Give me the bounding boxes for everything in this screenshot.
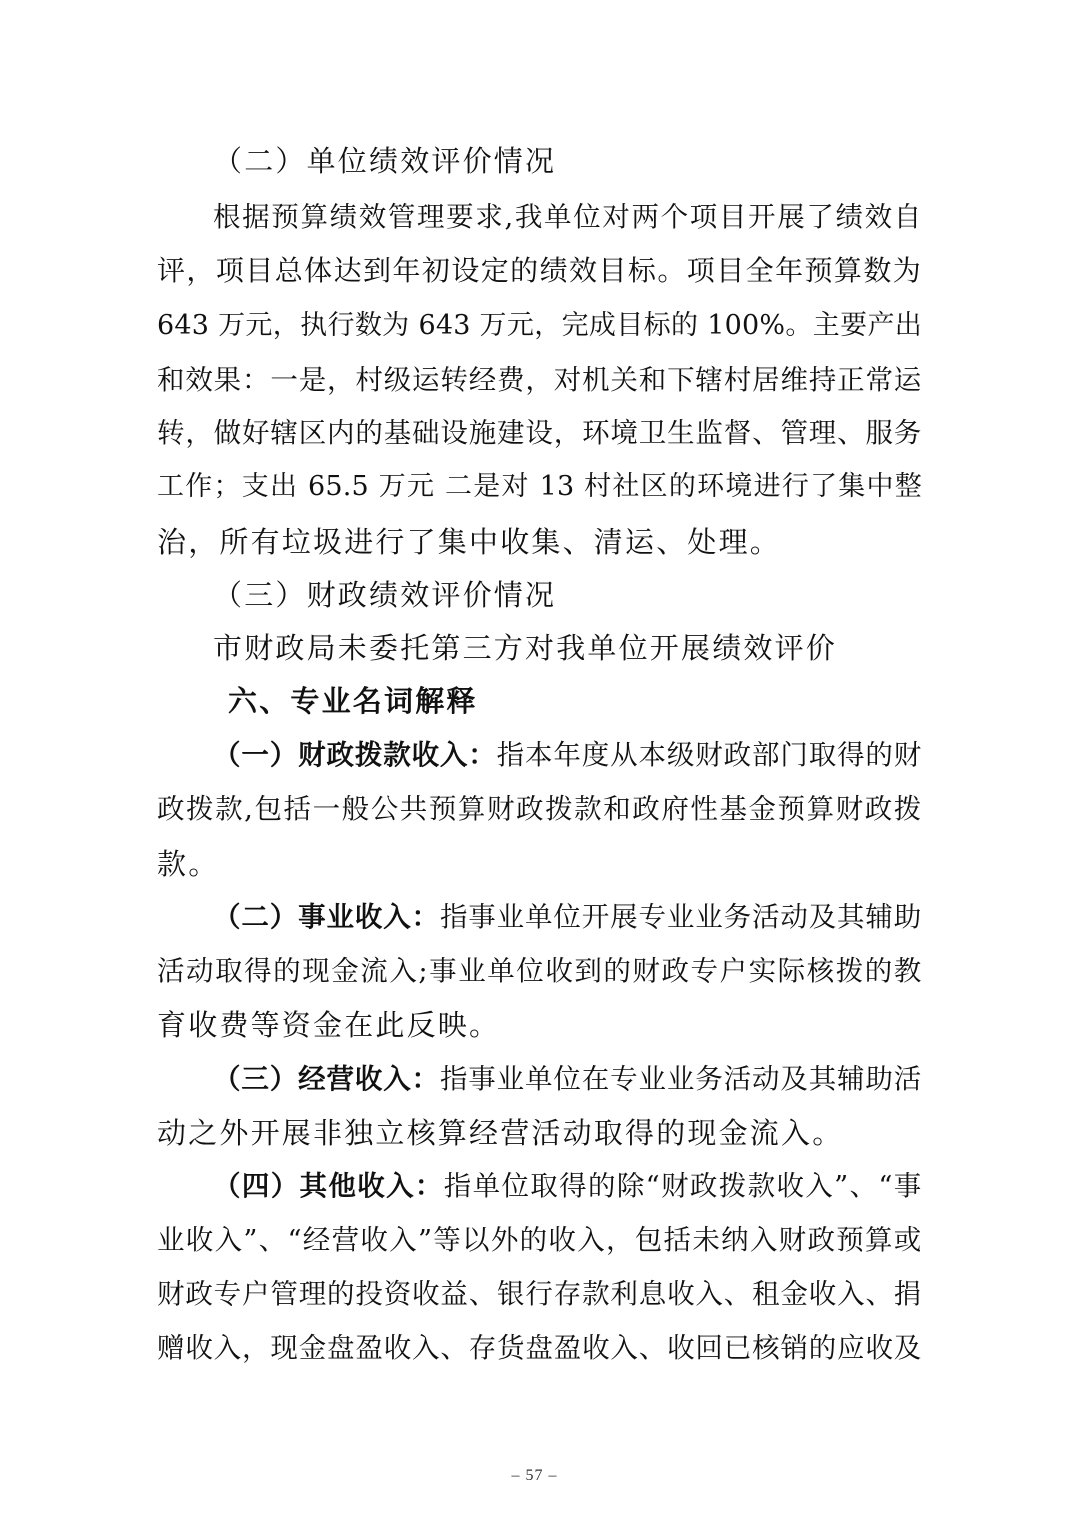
glossary-term-label: （三）经营收入：	[213, 1063, 440, 1095]
paragraph-line: 赠收入，现金盘盈收入、存货盘盈收入、收回已核销的应收及	[157, 1332, 922, 1364]
paragraph-line: 评，项目总体达到年初设定的绩效目标。项目全年预算数为	[157, 254, 922, 287]
paragraph-line: 活动取得的现金流入;事业单位收到的财政专户实际核拨的教	[157, 955, 922, 987]
paragraph-line: 业收入”、“经营收入”等以外的收入，包括未纳入财政预算或	[157, 1224, 922, 1256]
paragraph-line: 643 万元，执行数为 643 万元，完成目标的 100%。主要产出	[157, 310, 922, 341]
paragraph-line: 市财政局未委托第三方对我单位开展绩效评价	[213, 631, 838, 665]
paragraph-line: 治，所有垃圾进行了集中收集、清运、处理。	[157, 525, 782, 559]
glossary-term-line	[213, 899, 922, 935]
glossary-term-definition: 指单位取得的除“财政拨款收入”、“事	[443, 1170, 922, 1202]
paragraph-line: 政拨款,包括一般公共预算财政拨款和政府性基金预算财政拨	[157, 793, 922, 825]
paragraph-line: 根据预算绩效管理要求,我单位对两个项目开展了绩效自	[213, 201, 922, 233]
paragraph-line: 和效果：一是，村级运转经费，对机关和下辖村居维持正常运	[157, 364, 922, 396]
section-heading-glossary: 六、专业名词解释	[228, 684, 478, 718]
glossary-term-label: （一）财政拨款收入：	[213, 739, 497, 771]
paragraph-line: 育收费等资金在此反映。	[157, 1008, 501, 1042]
paragraph-line: 转，做好辖区内的基础设施建设，环境卫生监督、管理、服务	[157, 417, 922, 449]
paragraph-line: 财政专户管理的投资收益、银行存款利息收入、租金收入、捐	[157, 1278, 922, 1310]
paragraph-line: 动之外开展非独立核算经营活动取得的现金流入。	[157, 1116, 844, 1150]
glossary-term-line	[213, 737, 922, 773]
glossary-term-line	[213, 1061, 922, 1097]
section-heading-finance-evaluation: （三）财政绩效评价情况	[213, 578, 557, 612]
glossary-term-line	[213, 1168, 922, 1204]
paragraph-line: 工作；支出 65.5 万元 二是对 13 村社区的环境进行了集中整	[157, 471, 922, 502]
glossary-term-definition: 指事业单位开展专业业务活动及其辅助	[439, 901, 922, 933]
paragraph-line: 款。	[157, 847, 220, 881]
glossary-term-definition: 指事业单位在专业业务活动及其辅助活	[439, 1063, 922, 1095]
glossary-term-label: （四）其他收入：	[213, 1170, 444, 1202]
glossary-term-label: （二）事业收入：	[213, 901, 440, 933]
section-heading-unit-evaluation: （二）单位绩效评价情况	[213, 144, 557, 178]
page-number: – 57 –	[511, 1467, 558, 1484]
glossary-term-definition: 指本年度从本级财政部门取得的财	[496, 739, 923, 771]
